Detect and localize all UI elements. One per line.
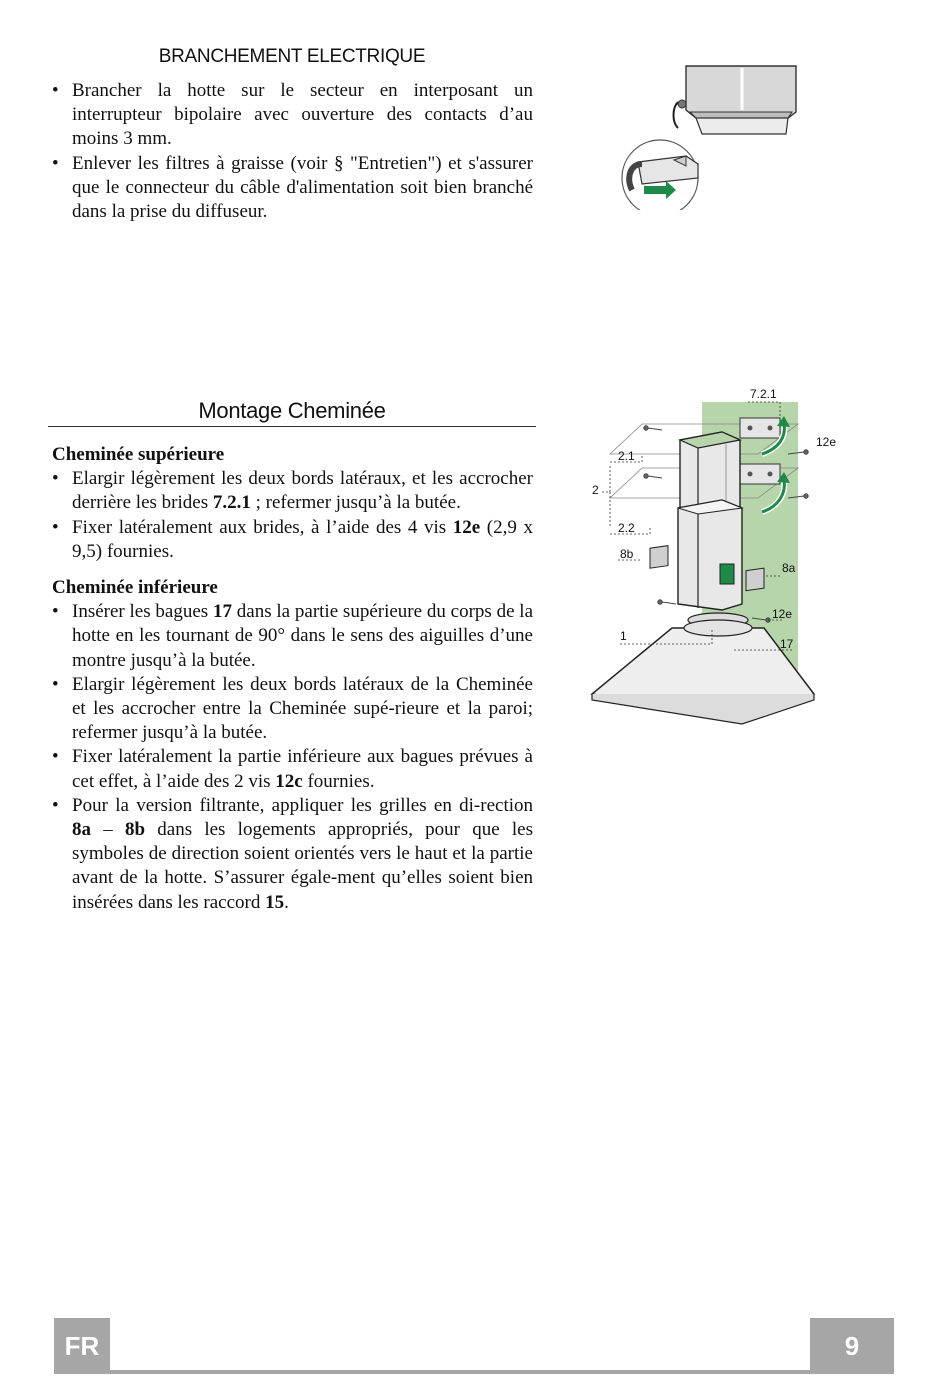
chimney-heading: Montage Cheminée xyxy=(48,398,536,427)
lower-chimney-heading: Cheminée inférieure xyxy=(52,577,218,599)
lower-chimney xyxy=(678,500,742,610)
label-12e-top: 12e xyxy=(816,435,837,449)
filter-slot xyxy=(720,564,734,584)
label-8b: 8b xyxy=(620,547,634,561)
label-2-2: 2.2 xyxy=(618,521,635,535)
lower-bullet: • Fixer latéralement la partie inférieure aux bagues prévues à cet effet, à l’aide des 2 vis 12c fournies. xyxy=(52,745,533,793)
electrical-heading: BRANCHEMENT ELECTRIQUE xyxy=(158,46,426,67)
electrical-bullet: • Enlever les filtres à graisse (voir § "Entretien") et s'assurer que le connecteur du câble d'alimentation soit bien branché dans la prise du diffuseur. xyxy=(52,152,533,225)
footer-rule xyxy=(110,1370,810,1374)
lower-bullet: • Insérer les bagues 17 dans la partie supérieure du corps de la hotte en les tournant de 90° dans le sens des aiguilles d’une montre jusqu’à la butée. xyxy=(52,600,533,673)
label-7-2-1: 7.2.1 xyxy=(750,387,777,401)
label-2-1: 2.1 xyxy=(618,449,635,463)
electrical-text xyxy=(52,79,533,224)
language-badge: FR xyxy=(54,1318,110,1374)
upper-chimney-heading: Cheminée supérieure xyxy=(52,444,225,465)
label-8a: 8a xyxy=(782,561,796,575)
lower-bullet: • Elargir légèrement les deux bords latéraux de la Cheminée et les accrocher entre la Cheminée supé-rieure et la paroi; refermer jusqu’à la butée. xyxy=(52,673,533,746)
filter-8b xyxy=(650,546,668,569)
label-2: 2 xyxy=(592,483,599,497)
bracket-upper xyxy=(740,418,780,438)
page-number: 9 xyxy=(810,1318,894,1374)
electrical-connection-figure xyxy=(612,60,812,210)
filter-8a xyxy=(746,568,764,591)
label-12e-bottom: 12e xyxy=(772,607,793,621)
chimney-assembly-figure xyxy=(580,382,850,727)
label-1: 1 xyxy=(620,629,627,643)
upper-bullet: • Fixer latéralement aux brides, à l’aide des 4 vis 12e (2,9 x 9,5) fournies. xyxy=(52,516,533,564)
chimney-text xyxy=(52,443,533,915)
bracket-lower xyxy=(740,464,780,484)
label-17: 17 xyxy=(780,637,794,651)
electrical-bullet: • Brancher la hotte sur le secteur en interposant un interrupteur bipolaire avec ouverture des contacts d’au moins 3 mm. xyxy=(52,79,533,152)
lower-bullet: • Pour la version filtrante, appliquer les grilles en di-rection 8a – 8b dans les logements appropriés, pour que les symboles de direction soient orientés vers le haut et la partie avant de la hotte. S’assurer égale-ment qu’elles soient bien insérées dans les raccord 15. xyxy=(52,794,533,915)
upper-bullet: • Elargir légèrement les deux bords latéraux, et les accrocher derrière les brides 7.2.1 ; refermer jusqu’à la butée. xyxy=(52,467,533,515)
